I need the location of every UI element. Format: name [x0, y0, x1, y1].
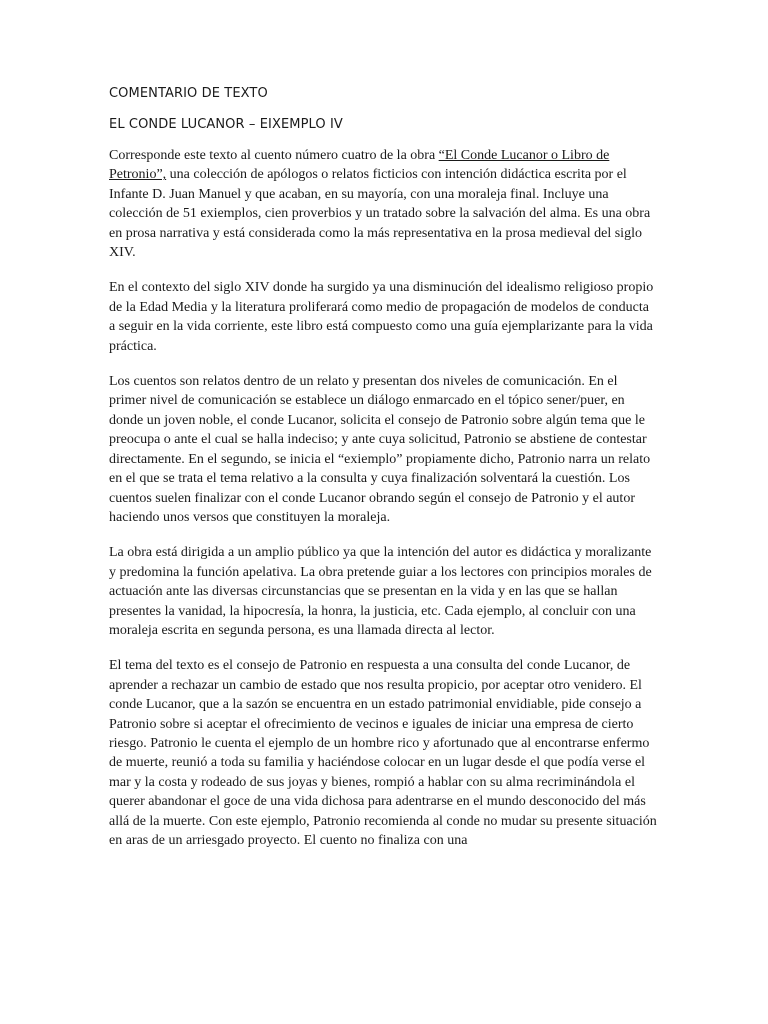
document-page	[109, 84, 657, 866]
paragraph-context: En el contexto del siglo XIV donde ha surgido ya una disminución del idealismo religioso propio de la Edad Media y la literatura proliferará como medio de propagación de modelos de conducta a seguir en la vida corriente, este libro está compuesto como una guía ejemplarizante para la vida práctica.	[109, 280, 654, 354]
paragraph-theme: El tema del texto es el consejo de Patronio en respuesta a una consulta del conde Lucanor, de aprender a rechazar un cambio de estado que nos resulta propicio, por aceptar otro venidero. El conde Lucanor, que a la sazón se encuentra en un estado patrimonial envidiable, pide consejo a Patronio sobre si aceptar el ofrecimiento de vecinos e iguales de iniciar una empresa de cierto riesgo. Patronio le cuenta el ejemplo de un hombre rico y afortunado que al encontrarse enfermo de muerte, reunió a toda su familia y haciéndose colocar en un lugar desde el que podía verse el mar y la costa y rodeado de sus joyas y bienes, rompió a hablar con su alma recriminándola el querer abandonar el goce de una vida dichosa para adentrarse en el mundo desconocido del más allá de la muerte. Con este ejemplo, Patronio recomienda al conde no mudar su presente situación en aras de un arriesgado proyecto. El cuento no finaliza con una	[109, 658, 657, 848]
paragraph-introduction-lead: Corresponde este texto al cuento número cuatro de la obra	[109, 148, 439, 163]
paragraph-audience: La obra está dirigida a un amplio público ya que la intención del autor es didáctica y moralizante y predomina la función apelativa. La obra pretende guiar a los lectores con principios morales de actuación ante las diversas circunstancias que se presentan en la vida y en las que se hallan presentes la vanidad, la hipocresía, la honra, la justicia, etc. Cada ejemplo, al concluir con una moraleja escrita en segunda persona, es una llamada directa al lector.	[109, 545, 652, 638]
work-title: “El Conde Lucanor o Libro de Petronio”,	[109, 148, 610, 183]
paragraph-introduction-rest: una colección de apólogos o relatos ficticios con intención didáctica escrita por el Infante D. Juan Manuel y que acaban, en su mayoría, con una moraleja final. Incluye una colección de 51 exiemplos, cien proverbios y un tratado sobre la salvación del alma. Es una obra en prosa narrativa y está considerada como la más representativa en la prosa medieval del siglo XIV.	[109, 167, 651, 261]
document-subheading: EL CONDE LUCANOR – EIXEMPLO IV	[109, 117, 343, 132]
document-heading: COMENTARIO DE TEXTO	[109, 86, 268, 101]
paragraph-structure: Los cuentos son relatos dentro de un relato y presentan dos niveles de comunicación. En el primer nivel de comunicación se establece un diálogo enmarcado en el tópico sener/puer, en donde un joven noble, el conde Lucanor, solicita el consejo de Patronio sobre algún tema que le preocupa o ante el cual se halla indeciso; y ante cuya solicitud, Patronio se abstiene de contestar directamente. En el segundo, se inicia el “exiemplo” propiamente dicho, Patronio narra un relato en el que se trata el tema relativo a la consulta y cuya finalización solventará la cuestión. Los cuentos suelen finalizar con el conde Lucanor obrando según el consejo de Patronio y el autor haciendo unos versos que constituyen la moraleja.	[109, 374, 651, 525]
paragraph-introduction	[109, 146, 657, 262]
